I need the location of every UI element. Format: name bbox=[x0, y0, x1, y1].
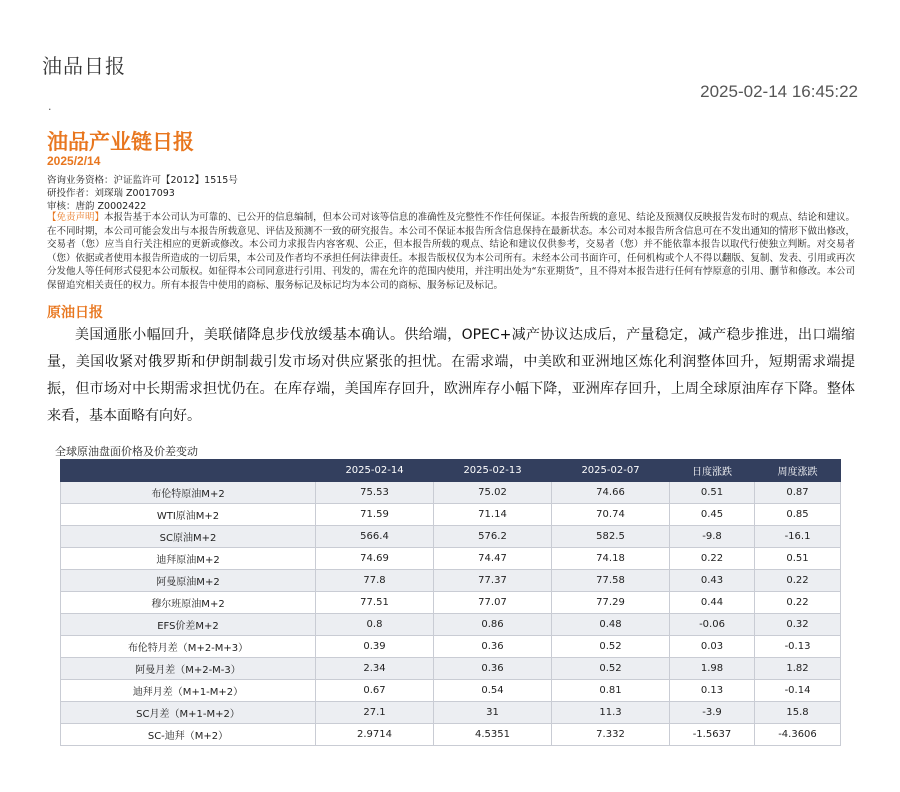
table-cell: 74.69 bbox=[316, 548, 434, 570]
table-cell: 74.66 bbox=[552, 482, 670, 504]
table-cell: 0.39 bbox=[316, 636, 434, 658]
table-cell: 77.29 bbox=[552, 592, 670, 614]
table-cell: 0.43 bbox=[670, 570, 755, 592]
table-cell: 4.5351 bbox=[434, 724, 552, 746]
disclaimer bbox=[47, 211, 855, 292]
table-row bbox=[61, 680, 841, 702]
table-row bbox=[61, 526, 841, 548]
table-cell: 0.52 bbox=[552, 658, 670, 680]
table-cell: 1.98 bbox=[670, 658, 755, 680]
table-cell: 1.82 bbox=[755, 658, 841, 680]
table-cell: 77.58 bbox=[552, 570, 670, 592]
disclaimer-tag: 【免责声明】 bbox=[47, 212, 105, 223]
table-header-cell: 2025-02-07 bbox=[552, 460, 670, 482]
section-title: 原油日报 bbox=[47, 305, 103, 321]
table-cell: 70.74 bbox=[552, 504, 670, 526]
table-row bbox=[61, 592, 841, 614]
table-cell: 77.51 bbox=[316, 592, 434, 614]
table-cell: -0.06 bbox=[670, 614, 755, 636]
table-cell: 0.87 bbox=[755, 482, 841, 504]
table-cell: 7.332 bbox=[552, 724, 670, 746]
author-line: 研投作者：刘琛瑞 Z0017093 bbox=[47, 188, 175, 199]
table-cell: -3.9 bbox=[670, 702, 755, 724]
table-row bbox=[61, 548, 841, 570]
qualification-line: 咨询业务资格：沪证监许可【2012】1515号 bbox=[47, 175, 238, 186]
disclaimer-text: 本报告基于本公司认为可靠的、已公开的信息编制，但本公司对该等信息的准确性及完整性不作任何保证。本报告所载的意见、结论及预测仅反映报告发布时的观点、结论和建议。在不同时期，本公司可能会发出与本报告所载意见、评估及预测不一致的研究报告。本公司不保证本报告所含信息保持在最新状态。本公司对本报告所含信息可在不发出通知的情形下做出修改，交易者（您）应当自行关注相应的更新或修改。本公司力求报告内容客观、公正，但本报告所载的观点、结论和建议仅供参考，交易者（您）并不能依靠本报告以取代行使独立判断。对交易者（您）依据或者使用本报告所造成的一切后果，本公司及作者均不承担任何法律责任。本报告版权仅为本公司所有。未经本公司书面许可，任何机构或个人不得以翻版、复制、发表、引用或再次分发他人等任何形式侵犯本公司版权。如征得本公司同意进行引用、刊发的，需在允许的范围内使用，并注明出处为“东亚期货”，且不得对本报告进行任何有悖原意的引用、删节和修改。本公司保留追究相关责任的权力。所有本报告中使用的商标、服务标记及标记均为本公司的商标、服务标记及标记。 bbox=[47, 212, 855, 291]
table-cell: 0.13 bbox=[670, 680, 755, 702]
market-summary: 美国通胀小幅回升，美联储降息步伐放缓基本确认。供给端，OPEC+减产协议达成后，产量稳定，减产稳步推进，出口端缩量，美国收紧对俄罗斯和伊朗制裁引发市场对供应紧张的担忧。在需求端，中美欧和亚洲地区炼化利润整体回升，短期需求端提振，但市场对中长期需求担忧仍在。在库存端，美国库存回升，欧洲库存小幅下降，亚洲库存回升，上周全球原油库存下降。整体来看，基本面略有向好。 bbox=[47, 327, 855, 424]
table-header-blank bbox=[61, 460, 316, 482]
table-row-label: 布伦特月差（M+2-M+3） bbox=[61, 636, 316, 658]
report-date: 2025/2/14 bbox=[47, 154, 101, 168]
table-cell: 0.51 bbox=[670, 482, 755, 504]
table-row bbox=[61, 504, 841, 526]
table-row bbox=[61, 702, 841, 724]
table-cell: 0.32 bbox=[755, 614, 841, 636]
table-row bbox=[61, 570, 841, 592]
table-cell: 582.5 bbox=[552, 526, 670, 548]
table-row-label: EFS价差M+2 bbox=[61, 614, 316, 636]
table-row-label: 穆尔班原油M+2 bbox=[61, 592, 316, 614]
table-cell: 0.22 bbox=[755, 570, 841, 592]
table-cell: 75.53 bbox=[316, 482, 434, 504]
page-timestamp: 2025-02-14 16:45:22 bbox=[700, 82, 858, 101]
table-cell: -0.13 bbox=[755, 636, 841, 658]
table-cell: 74.18 bbox=[552, 548, 670, 570]
table-cell: 27.1 bbox=[316, 702, 434, 724]
table-cell: 0.8 bbox=[316, 614, 434, 636]
table-body bbox=[61, 482, 841, 746]
table-row-label: SC月差（M+1-M+2） bbox=[61, 702, 316, 724]
table-cell: 0.85 bbox=[755, 504, 841, 526]
page-header-title: 油品日报 bbox=[42, 54, 126, 78]
table-row-label: 迪拜原油M+2 bbox=[61, 548, 316, 570]
table-cell: 74.47 bbox=[434, 548, 552, 570]
table-header-row bbox=[61, 460, 841, 482]
table-cell: -4.3606 bbox=[755, 724, 841, 746]
table-cell: -16.1 bbox=[755, 526, 841, 548]
table-row bbox=[61, 658, 841, 680]
table-row bbox=[61, 636, 841, 658]
table-cell: 31 bbox=[434, 702, 552, 724]
table-row-label: SC原油M+2 bbox=[61, 526, 316, 548]
report-title: 油品产业链日报 bbox=[47, 130, 194, 154]
table-cell: 75.02 bbox=[434, 482, 552, 504]
table-cell: 71.59 bbox=[316, 504, 434, 526]
table-cell: 0.44 bbox=[670, 592, 755, 614]
table-cell: 0.22 bbox=[670, 548, 755, 570]
table-header-cell: 日度涨跌 bbox=[670, 460, 755, 482]
table-cell: -1.5637 bbox=[670, 724, 755, 746]
table-header-cell: 2025-02-14 bbox=[316, 460, 434, 482]
reviewer-line: 审核：唐韵 Z0002422 bbox=[47, 201, 147, 212]
table-cell: 0.48 bbox=[552, 614, 670, 636]
table-cell: 15.8 bbox=[755, 702, 841, 724]
table-cell: 0.51 bbox=[755, 548, 841, 570]
table-header-cell: 2025-02-13 bbox=[434, 460, 552, 482]
table-cell: 0.67 bbox=[316, 680, 434, 702]
table-cell: 0.86 bbox=[434, 614, 552, 636]
table-cell: 11.3 bbox=[552, 702, 670, 724]
table-cell: 576.2 bbox=[434, 526, 552, 548]
table-row-label: WTI原油M+2 bbox=[61, 504, 316, 526]
bullet-dot: . bbox=[48, 100, 52, 113]
table-cell: 0.54 bbox=[434, 680, 552, 702]
table-row-label: 迪拜月差（M+1-M+2） bbox=[61, 680, 316, 702]
table-cell: 71.14 bbox=[434, 504, 552, 526]
table-row-label: SC-迪拜（M+2） bbox=[61, 724, 316, 746]
table-row-label: 阿曼原油M+2 bbox=[61, 570, 316, 592]
table-row bbox=[61, 482, 841, 504]
table-cell: 0.36 bbox=[434, 636, 552, 658]
table-header-cell: 周度涨跌 bbox=[755, 460, 841, 482]
table-cell: 0.52 bbox=[552, 636, 670, 658]
table-row bbox=[61, 724, 841, 746]
table-cell: 0.03 bbox=[670, 636, 755, 658]
table-cell: 0.45 bbox=[670, 504, 755, 526]
table-caption: 全球原油盘面价格及价差变动 bbox=[55, 445, 198, 458]
table-cell: 77.07 bbox=[434, 592, 552, 614]
table-row-label: 布伦特原油M+2 bbox=[61, 482, 316, 504]
table-cell: 0.22 bbox=[755, 592, 841, 614]
table-cell: 77.37 bbox=[434, 570, 552, 592]
table-cell: 0.36 bbox=[434, 658, 552, 680]
table-cell: -0.14 bbox=[755, 680, 841, 702]
table-cell: 77.8 bbox=[316, 570, 434, 592]
table-row bbox=[61, 614, 841, 636]
table-cell: 2.9714 bbox=[316, 724, 434, 746]
table-cell: 0.81 bbox=[552, 680, 670, 702]
price-table bbox=[60, 459, 841, 746]
table-cell: -9.8 bbox=[670, 526, 755, 548]
table-cell: 2.34 bbox=[316, 658, 434, 680]
table-cell: 566.4 bbox=[316, 526, 434, 548]
table-row-label: 阿曼月差（M+2-M-3） bbox=[61, 658, 316, 680]
